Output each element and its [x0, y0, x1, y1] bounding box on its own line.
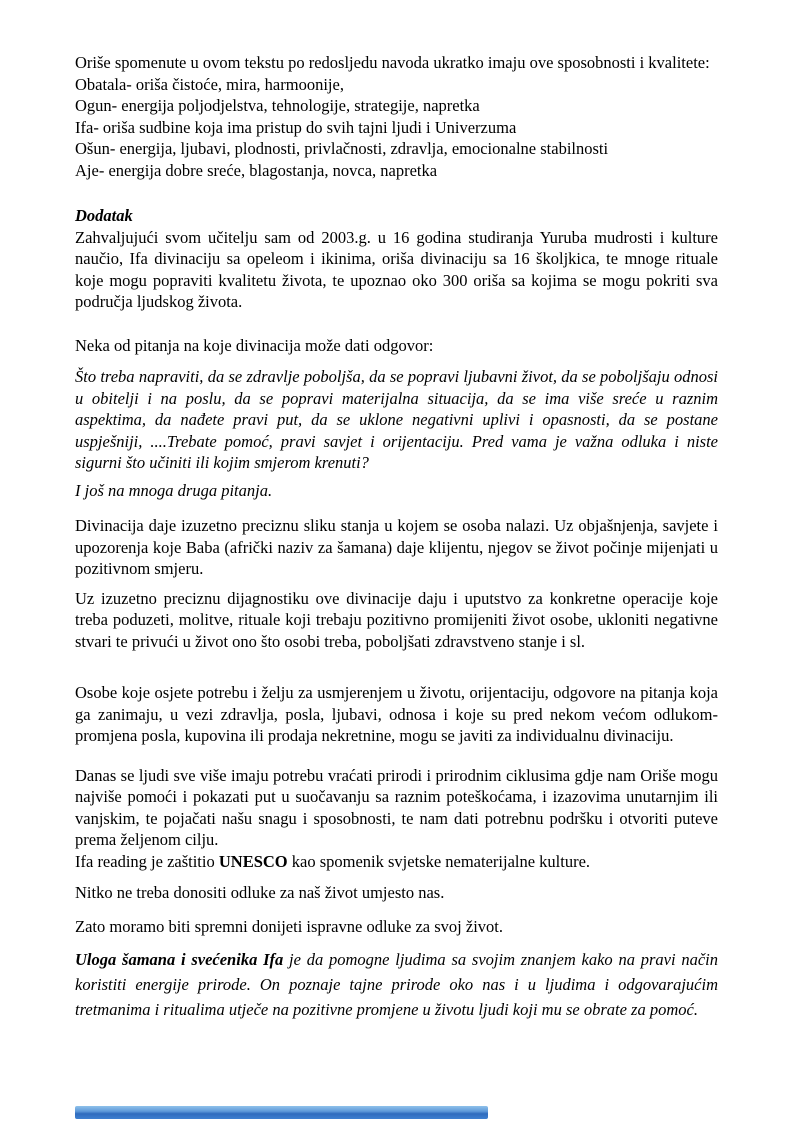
nature-unesco-block: [75, 765, 718, 873]
list-item: Ifa- oriša sudbine koja ima pristup do svih tajni ljudi i Univerzuma: [75, 117, 517, 137]
shaman-role-lead: Uloga šamana i svećenika Ifa: [75, 950, 284, 969]
list-item: Aje- energija dobre sreće, blagostanja, novca, napretka: [75, 160, 438, 180]
unesco-line: [75, 851, 718, 873]
unesco-line-suffix: kao spomenik svjetske nematerijalne kulture.: [287, 851, 591, 871]
list-item: Obatala- oriša čistoće, mira, harmoonije,: [75, 74, 344, 94]
more-questions-line: I još na mnoga druga pitanja.: [75, 480, 273, 500]
divination-guidance-paragraph: Uz izuzetno preciznu dijagnostiku ove divinacije daju i uputstvo za konkretne operacije koje treba poduzeti, molitve, rituale koji trebaju pozitivno promijeniti život osobe, ukloniti negativne stvari te privući u život ono što osobi treba, poboljšati zdravstveno stanje i sl.: [75, 588, 718, 651]
who-can-apply-paragraph: Osobe koje osjete potrebu i želju za usmjerenjem u životu, orijentaciju, odgovore na pitanja koja ga zanimaju, u vezi zdravlja, posla, ljubavi, odnosa i koje su pred nekom većom odlukom- promjena posla, kupovina ili prodaja nekretnine, mogu se javiti za individualnu divinaciju.: [75, 683, 718, 745]
list-item: Ogun- energija poljodjelstva, tehnologije, strategije, napretka: [75, 96, 480, 115]
shaman-role-paragraph: [75, 947, 718, 1022]
orisha-list: [75, 74, 718, 182]
divination-precision-paragraph: Divinacija daje izuzetno preciznu sliku stanja u kojem se osoba nalazi. Uz objašnjenja, savjete i upozorenja koje Baba (afrički naziv za šamana) daje klijentu, njegov se život počinje mijenjati u pozitivnom smjeru.: [75, 516, 718, 578]
dodatak-body: Zahvaljujući svom učitelju sam od 2003.g. u 16 godina studiranja Yuruba mudrosti i kulture naučio, Ifa divinaciju sa opeleom i ikinima, oriša divinaciju sa 16 školjkica, te mnoge rituale koje mogu popraviti kvalitetu života, te upoznao oko 300 oriša sa kojima se mogu pokriti sva područja ljudskog života.: [75, 227, 718, 311]
intro-lead: Oriše spomenute u ovom tekstu po redosljedu navoda ukratko imaju ove sposobnosti i kvalitete:: [75, 53, 710, 72]
decisions-line-1: Nitko ne treba donositi odluke za naš život umjesto nas.: [75, 883, 445, 902]
unesco-line-prefix: Ifa reading je zaštitio: [75, 851, 219, 871]
questions-intro: Neka od pitanja na koje divinacija može dati odgovor:: [75, 335, 434, 355]
bottom-blue-bar: [75, 1106, 488, 1119]
decisions-line-2: Zato moramo biti spremni donijeti ispravne odluke za svoj život.: [75, 916, 503, 936]
list-item: Ošun- energija, ljubavi, plodnosti, privlačnosti, zdravlja, emocionalne stabilnosti: [75, 139, 609, 158]
questions-paragraph: Što treba napraviti, da se zdravlje poboljša, da se popravi ljubavni život, da se poboljšaju odnosi u obitelji i na poslu, da se popravi materijalna situacija, da se ima više sreće u raznim aspektima, da nađete pravi put, da se uklone negativni uplivi i opasnosti, da se postane uspješniji, ....Trebate pomoć, pravi savjet i orijentaciju. Pred vama je važna odluka i niste sigurni što učiniti ili kojim smjerom krenuti?: [75, 367, 718, 472]
unesco-bold-word: UNESCO: [218, 851, 288, 871]
dodatak-heading: Dodatak: [75, 206, 133, 225]
shaman-role-rest: je da pomogne ljudima sa svojim znanjem kako na pravi način koristiti energije prirode. On poznaje tajne prirode oko nas i u ljudima i odgovarajućim tretmanima i ritualima utječe na pozitivne promjene u životu ljudi koji mu se obrate za pomoć.: [75, 950, 718, 1019]
nature-paragraph: Danas se ljudi sve više imaju potrebu vraćati prirodi i prirodnim ciklusima gdje nam Oriše mogu najviše pomoći i pokazati put u suočavanju sa raznim poteškoćama, i izazovima unutarnjim ili vanjskim, te pojačati našu snagu i sposobnosti, te nam dati potrebnu podršku i otvoriti puteve prema željenom cilju.: [75, 765, 718, 849]
